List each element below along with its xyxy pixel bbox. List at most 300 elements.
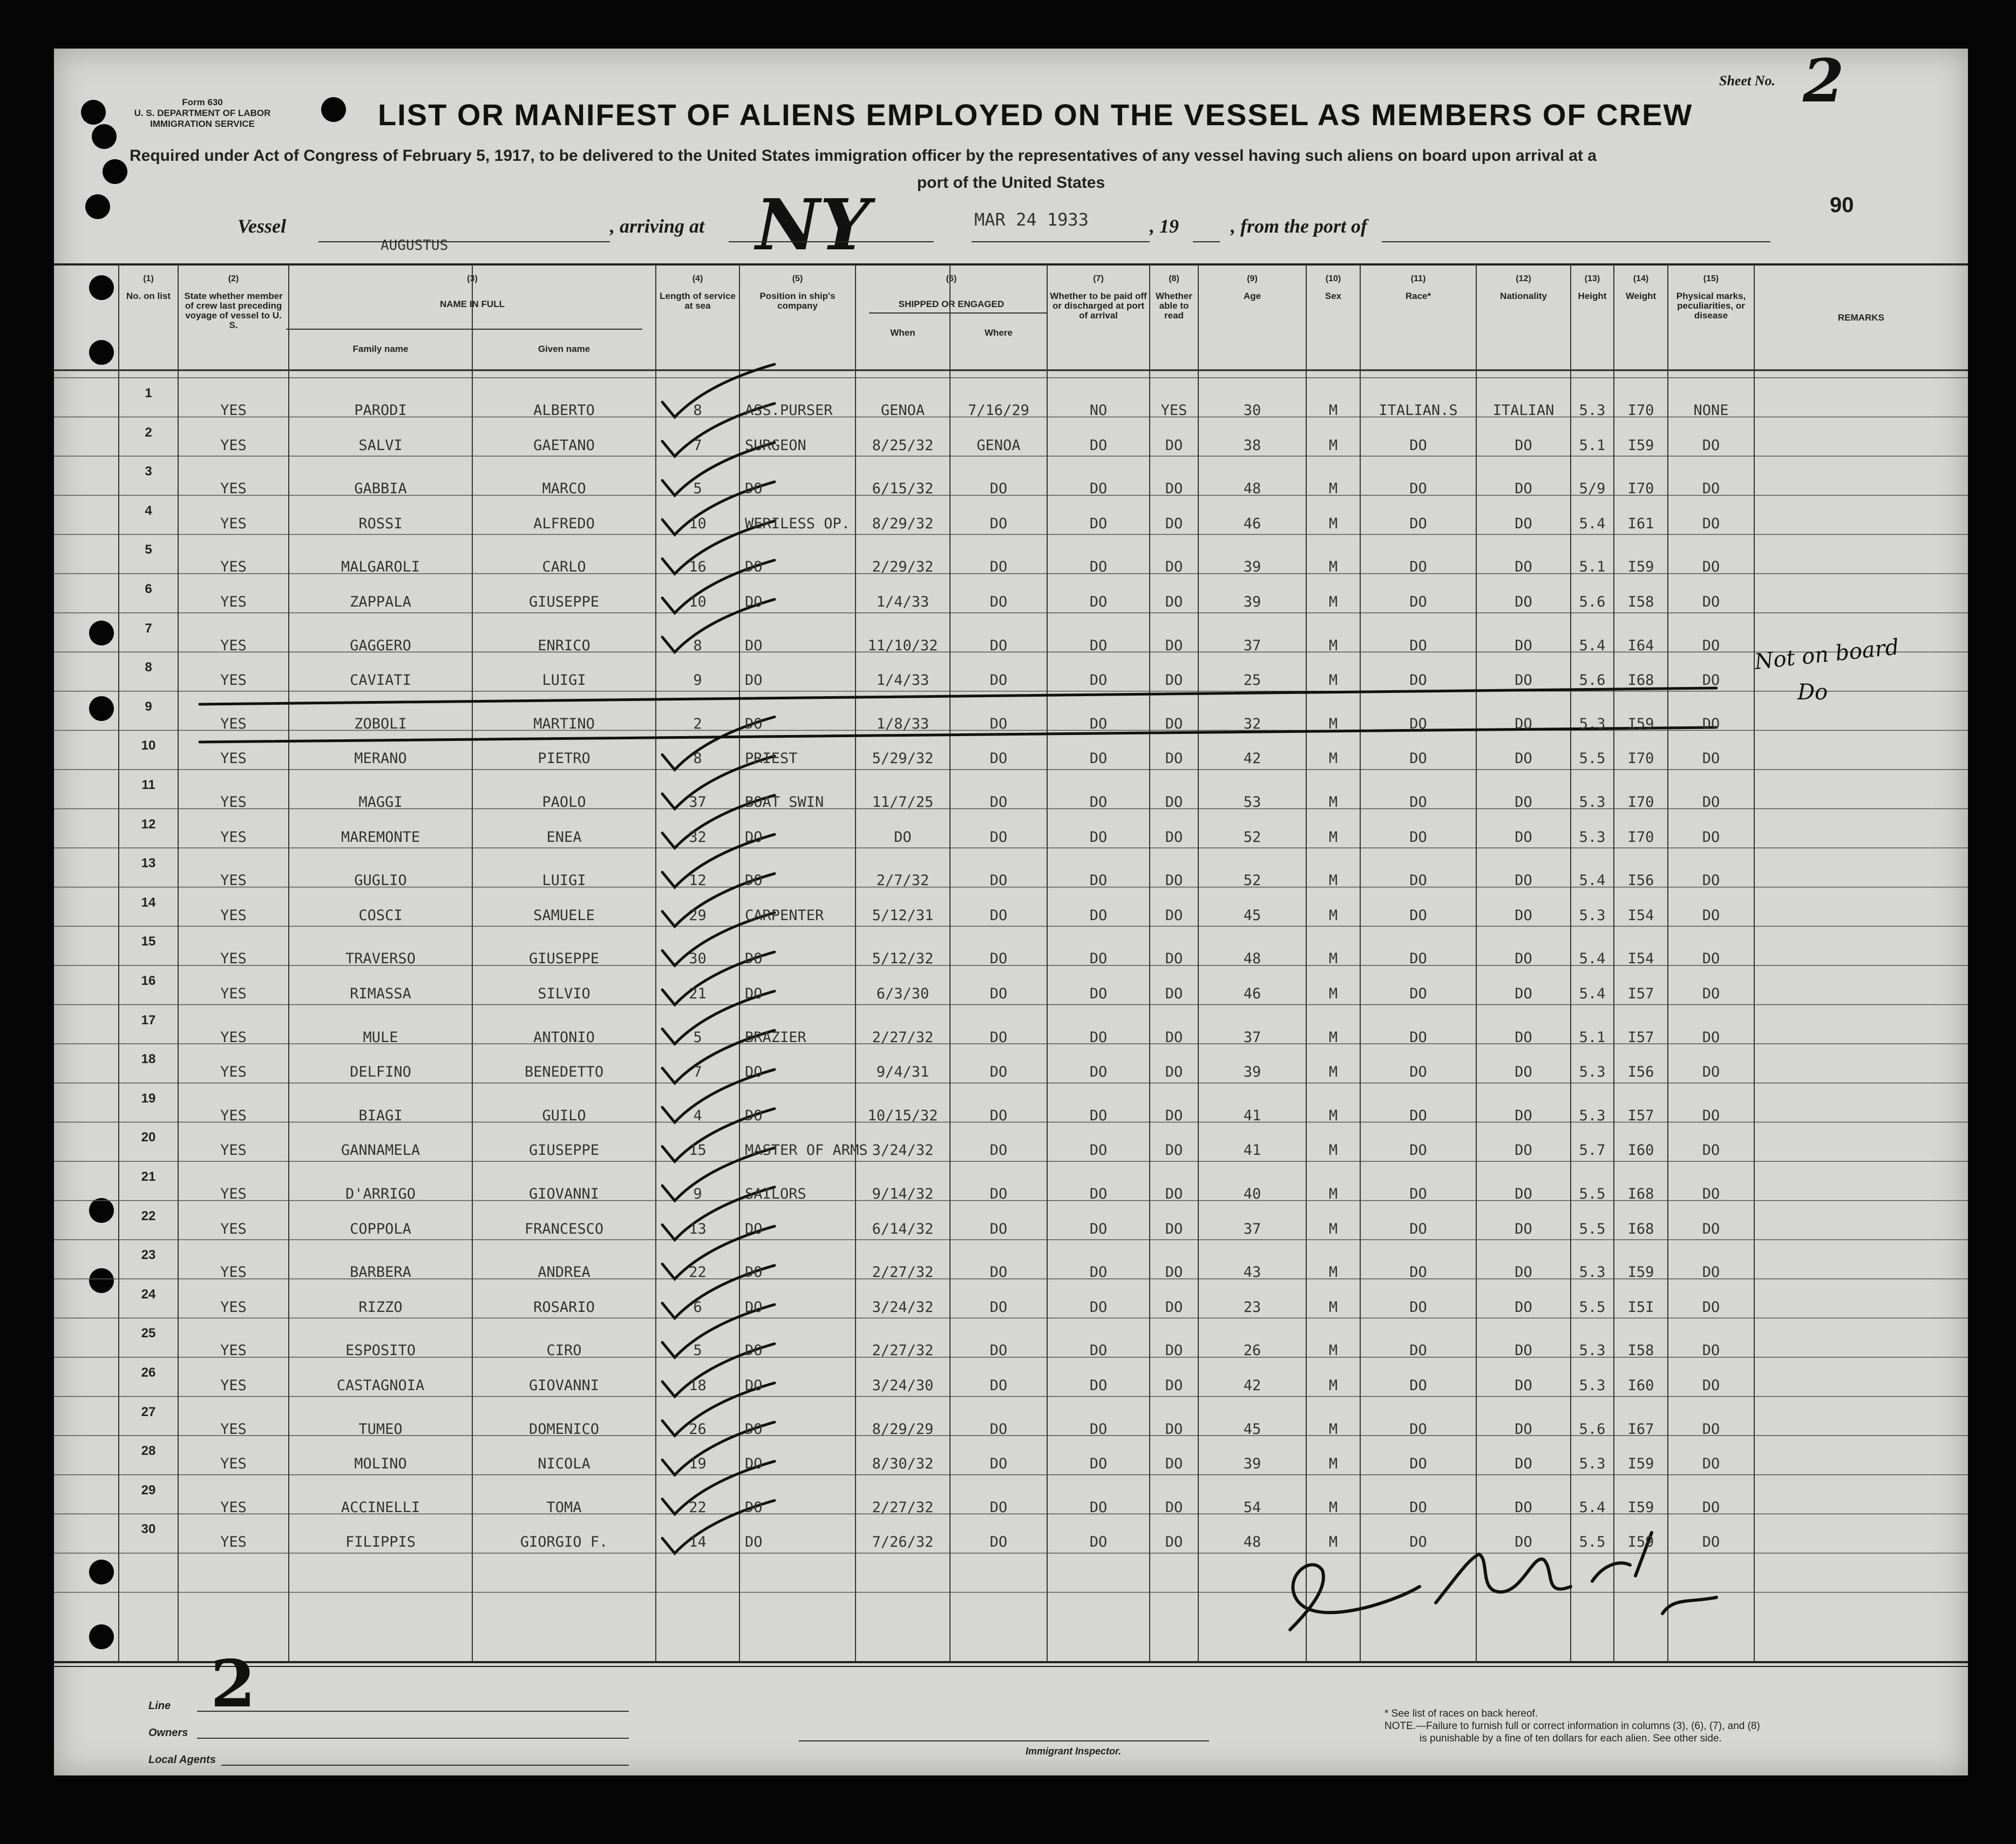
family-name: ESPOSITO bbox=[345, 1342, 416, 1359]
given-name: ALFREDO bbox=[533, 515, 595, 532]
paid-off: DO bbox=[1089, 794, 1108, 811]
service-length: 7 bbox=[693, 1064, 702, 1081]
arrival-date: MAR 24 1933 bbox=[974, 209, 1089, 230]
service-length: 5 bbox=[693, 1029, 702, 1046]
shipped-when: 3/24/32 bbox=[872, 1298, 934, 1316]
paid-off: DO bbox=[1089, 480, 1108, 498]
owners-label: Owners bbox=[148, 1727, 188, 1739]
column-header-c11: Race* bbox=[1405, 291, 1431, 301]
age: 30 bbox=[1243, 402, 1261, 419]
age: 48 bbox=[1243, 950, 1261, 968]
sex: M bbox=[1328, 559, 1338, 576]
given-name: PAOLO bbox=[542, 794, 586, 811]
position: DO bbox=[745, 672, 763, 689]
row-number: 4 bbox=[145, 503, 152, 518]
height: 5.5 bbox=[1579, 1534, 1606, 1551]
crew-status: YES bbox=[220, 1142, 247, 1159]
row-number: 17 bbox=[141, 1012, 156, 1028]
family-name: MAGGI bbox=[358, 794, 403, 811]
weight: I67 bbox=[1627, 1420, 1654, 1438]
service-length: 4 bbox=[693, 1107, 702, 1124]
race: DO bbox=[1409, 1420, 1427, 1438]
family-name: TUMEO bbox=[358, 1420, 403, 1438]
crew-status: YES bbox=[220, 559, 247, 576]
nationality: DO bbox=[1515, 1298, 1532, 1316]
sex: M bbox=[1328, 750, 1338, 767]
paid-off: DO bbox=[1089, 1220, 1108, 1237]
shipped-when: 3/24/32 bbox=[872, 1142, 934, 1159]
able-to-read: DO bbox=[1165, 828, 1183, 846]
column-number-c8: (8) bbox=[1169, 274, 1179, 283]
age: 54 bbox=[1243, 1499, 1261, 1516]
physical-marks: DO bbox=[1702, 985, 1720, 1002]
nationality: DO bbox=[1515, 1064, 1532, 1081]
nationality: DO bbox=[1515, 1220, 1532, 1237]
age: 39 bbox=[1243, 1064, 1261, 1081]
position: PRIEST bbox=[745, 750, 798, 767]
crew-status: YES bbox=[220, 1499, 247, 1516]
column-header-c2: State whether member of crew last preceding voyage of vessel to U. S. bbox=[184, 291, 283, 330]
position: BOAT SWIN bbox=[745, 794, 824, 811]
shipped-where: 7/16/29 bbox=[968, 402, 1029, 419]
family-name: MALGAROLI bbox=[341, 559, 420, 576]
nationality: DO bbox=[1515, 1377, 1532, 1394]
physical-marks: DO bbox=[1702, 672, 1720, 689]
sex: M bbox=[1328, 1499, 1338, 1516]
paid-off: DO bbox=[1089, 637, 1108, 654]
weight: I58 bbox=[1627, 1342, 1654, 1359]
physical-marks: DO bbox=[1702, 594, 1720, 610]
shipped-when: 9/4/31 bbox=[876, 1064, 929, 1081]
shipped-where: DO bbox=[989, 480, 1008, 498]
age: 48 bbox=[1243, 1534, 1261, 1551]
height: 5.6 bbox=[1579, 672, 1606, 689]
row-number: 27 bbox=[141, 1404, 156, 1419]
sex: M bbox=[1328, 1264, 1338, 1281]
service-length: 22 bbox=[689, 1264, 707, 1281]
position: SURGEON bbox=[745, 437, 806, 454]
height: 5.3 bbox=[1579, 402, 1606, 419]
paid-off: DO bbox=[1089, 715, 1108, 732]
crew-status: YES bbox=[220, 637, 247, 654]
able-to-read: DO bbox=[1165, 950, 1183, 968]
service-name: IMMIGRATION SERVICE bbox=[150, 119, 255, 129]
height: 5.6 bbox=[1579, 1420, 1606, 1438]
column-header-c7: Whether to be paid off or discharged at port of arrival bbox=[1050, 291, 1147, 321]
service-length: 26 bbox=[689, 1420, 707, 1438]
physical-marks: DO bbox=[1702, 794, 1720, 811]
weight: I56 bbox=[1627, 872, 1654, 889]
position: DO bbox=[745, 559, 763, 576]
crew-status: YES bbox=[220, 1186, 247, 1202]
column-subheader: Family name bbox=[352, 344, 409, 354]
column-number-c3: (3) bbox=[467, 274, 478, 283]
shipped-where: DO bbox=[989, 1420, 1008, 1438]
service-length: 30 bbox=[689, 950, 707, 968]
service-length: 10 bbox=[689, 515, 707, 532]
age: 39 bbox=[1243, 559, 1261, 576]
race: DO bbox=[1409, 594, 1427, 610]
row-number: 24 bbox=[141, 1287, 156, 1302]
sheet-number: 2 bbox=[1803, 46, 1844, 115]
race: DO bbox=[1409, 950, 1427, 968]
column-number-c10: (10) bbox=[1325, 274, 1341, 283]
height: 5.3 bbox=[1579, 1107, 1606, 1124]
shipped-where: DO bbox=[989, 1220, 1008, 1237]
crew-status: YES bbox=[220, 402, 247, 419]
race: DO bbox=[1409, 1342, 1427, 1359]
column-header-c12: Nationality bbox=[1500, 291, 1547, 301]
shipped-when: 5/29/32 bbox=[872, 750, 934, 767]
height: 5.1 bbox=[1579, 559, 1606, 576]
column-header-c9: Age bbox=[1243, 291, 1261, 301]
height: 5.5 bbox=[1579, 1220, 1606, 1237]
nationality: DO bbox=[1515, 1029, 1532, 1046]
weight: I57 bbox=[1627, 985, 1654, 1002]
weight: I57 bbox=[1627, 1029, 1654, 1046]
family-name: BARBERA bbox=[350, 1264, 411, 1281]
row-number: 9 bbox=[145, 699, 152, 714]
crew-status: YES bbox=[220, 1220, 247, 1237]
shipped-when: 1/4/33 bbox=[876, 594, 929, 610]
physical-marks: DO bbox=[1702, 559, 1720, 576]
shipped-when: 9/14/32 bbox=[872, 1186, 934, 1202]
position: DO bbox=[745, 594, 763, 610]
service-length: 5 bbox=[693, 480, 702, 498]
able-to-read: DO bbox=[1165, 1420, 1183, 1438]
height: 5.5 bbox=[1579, 1186, 1606, 1202]
height: 5.3 bbox=[1579, 1455, 1606, 1473]
shipped-where: DO bbox=[989, 1107, 1008, 1124]
service-length: 8 bbox=[693, 637, 702, 654]
able-to-read: DO bbox=[1165, 594, 1183, 610]
position: DO bbox=[745, 950, 763, 968]
physical-marks: DO bbox=[1702, 1142, 1720, 1159]
race: DO bbox=[1409, 1499, 1427, 1516]
able-to-read: DO bbox=[1165, 872, 1183, 889]
paid-off: DO bbox=[1089, 1264, 1108, 1281]
sex: M bbox=[1328, 985, 1338, 1002]
family-name: GUGLIO bbox=[354, 872, 407, 889]
height: 5.3 bbox=[1579, 794, 1606, 811]
race: DO bbox=[1409, 1107, 1427, 1124]
weight: I57 bbox=[1627, 1107, 1654, 1124]
race: DO bbox=[1409, 1064, 1427, 1081]
able-to-read: DO bbox=[1165, 1029, 1183, 1046]
paid-off: DO bbox=[1089, 559, 1108, 576]
family-name: FILIPPIS bbox=[345, 1534, 416, 1551]
physical-marks: DO bbox=[1702, 1499, 1720, 1516]
crew-status: YES bbox=[220, 715, 247, 732]
service-length: 8 bbox=[693, 750, 702, 767]
nationality: DO bbox=[1515, 594, 1532, 610]
row-number: 20 bbox=[141, 1130, 156, 1145]
height: 5.3 bbox=[1579, 1342, 1606, 1359]
row-number: 7 bbox=[145, 621, 152, 636]
sex: M bbox=[1328, 594, 1338, 610]
column-number-c11: (11) bbox=[1410, 274, 1426, 283]
weight: I70 bbox=[1627, 750, 1654, 767]
given-name: TOMA bbox=[546, 1499, 582, 1516]
age: 43 bbox=[1243, 1264, 1261, 1281]
vessel-label: Vessel bbox=[237, 215, 286, 237]
height: 5.3 bbox=[1579, 715, 1606, 732]
race: DO bbox=[1409, 1298, 1427, 1316]
form-number: Form 630 bbox=[182, 97, 223, 107]
shipped-when: 2/27/32 bbox=[872, 1342, 934, 1359]
given-name: ANDREA bbox=[538, 1264, 590, 1281]
given-name: DOMENICO bbox=[528, 1420, 600, 1438]
race: DO bbox=[1409, 559, 1427, 576]
row-number: 8 bbox=[145, 660, 152, 675]
shipped-when: 11/7/25 bbox=[872, 794, 934, 811]
crew-status: YES bbox=[220, 985, 247, 1002]
row-number: 5 bbox=[145, 542, 152, 557]
line-label: Line bbox=[148, 1700, 171, 1712]
nationality: DO bbox=[1515, 1264, 1532, 1281]
shipped-when: 1/8/33 bbox=[876, 715, 929, 732]
crew-status: YES bbox=[220, 1420, 247, 1438]
shipped-where: DO bbox=[989, 750, 1008, 767]
row-number: 1 bbox=[145, 386, 152, 400]
crew-status: YES bbox=[220, 1342, 247, 1359]
family-name: GABBIA bbox=[354, 480, 407, 498]
year-label: , 19 bbox=[1150, 215, 1179, 237]
family-name: ZAPPALA bbox=[350, 594, 411, 610]
shipped-where: DO bbox=[989, 1186, 1008, 1202]
position: WERILESS OP. bbox=[745, 515, 851, 532]
given-name: GIUSEPPE bbox=[528, 950, 600, 968]
able-to-read: DO bbox=[1165, 437, 1183, 454]
given-name: GAETANO bbox=[533, 437, 595, 454]
shipped-where: DO bbox=[989, 1377, 1008, 1394]
crew-status: YES bbox=[220, 1264, 247, 1281]
row-number: 6 bbox=[145, 582, 152, 596]
crew-status: YES bbox=[220, 794, 247, 811]
age: 45 bbox=[1243, 1420, 1261, 1438]
service-length: 16 bbox=[689, 559, 707, 576]
race: DO bbox=[1409, 1186, 1427, 1202]
position: SAILORS bbox=[745, 1186, 806, 1202]
nationality: DO bbox=[1515, 672, 1532, 689]
family-name: GAGGERO bbox=[350, 637, 411, 654]
able-to-read: DO bbox=[1165, 1499, 1183, 1516]
age: 40 bbox=[1243, 1186, 1261, 1202]
able-to-read: DO bbox=[1165, 1220, 1183, 1237]
shipped-where: DO bbox=[989, 872, 1008, 889]
shipped-when: 2/7/32 bbox=[876, 872, 929, 889]
able-to-read: DO bbox=[1165, 1064, 1183, 1081]
given-name: ALBERTO bbox=[533, 402, 595, 419]
nationality: DO bbox=[1515, 1534, 1532, 1551]
weight: I59 bbox=[1627, 1455, 1654, 1473]
age: 46 bbox=[1243, 515, 1261, 532]
age: 48 bbox=[1243, 480, 1261, 498]
sex: M bbox=[1328, 480, 1338, 498]
position: DO bbox=[745, 872, 763, 889]
position: DO bbox=[745, 1264, 763, 1281]
position: DO bbox=[745, 985, 763, 1002]
nationality: DO bbox=[1515, 637, 1532, 654]
row-number: 15 bbox=[141, 934, 156, 949]
given-name: ENRICO bbox=[538, 637, 590, 654]
sex: M bbox=[1328, 1534, 1338, 1551]
family-name: ZOBOLI bbox=[354, 715, 407, 732]
able-to-read: DO bbox=[1165, 1534, 1183, 1551]
able-to-read: DO bbox=[1165, 1342, 1183, 1359]
able-to-read: DO bbox=[1165, 515, 1183, 532]
service-length: 22 bbox=[689, 1499, 707, 1516]
shipped-where: DO bbox=[989, 794, 1008, 811]
height: 5.7 bbox=[1579, 1142, 1606, 1159]
sex: M bbox=[1328, 1142, 1338, 1159]
shipped-when: 6/14/32 bbox=[872, 1220, 934, 1237]
height: 5.5 bbox=[1579, 750, 1606, 767]
crew-status: YES bbox=[220, 1029, 247, 1046]
shipped-where: DO bbox=[989, 985, 1008, 1002]
shipped-where: DO bbox=[989, 594, 1008, 610]
column-header-c5: Position in ship's company bbox=[759, 291, 836, 311]
sex: M bbox=[1328, 1029, 1338, 1046]
sex: M bbox=[1328, 402, 1338, 419]
paid-off: DO bbox=[1089, 1064, 1108, 1081]
column-number-c5: (5) bbox=[792, 274, 803, 283]
manifest-sheet bbox=[54, 46, 1968, 1775]
given-name: NICOLA bbox=[538, 1455, 590, 1473]
shipped-when: 8/30/32 bbox=[872, 1455, 934, 1473]
shipped-where: DO bbox=[989, 950, 1008, 968]
age: 37 bbox=[1243, 637, 1261, 654]
age: 46 bbox=[1243, 985, 1261, 1002]
paid-off: DO bbox=[1089, 985, 1108, 1002]
column-header-c10: Sex bbox=[1325, 291, 1342, 301]
height: 5/9 bbox=[1579, 480, 1606, 498]
given-name: ENEA bbox=[546, 828, 582, 846]
sex: M bbox=[1328, 794, 1338, 811]
race: DO bbox=[1409, 907, 1427, 924]
race: DO bbox=[1409, 480, 1427, 498]
handwritten-line-number: 2 bbox=[211, 1646, 256, 1722]
weight: I59 bbox=[1627, 1264, 1654, 1281]
paid-off: DO bbox=[1089, 828, 1108, 846]
weight: I60 bbox=[1627, 1142, 1654, 1159]
age: 41 bbox=[1243, 1107, 1261, 1124]
column-subheader: Where bbox=[985, 328, 1013, 338]
inspector-label: Immigrant Inspector. bbox=[1026, 1746, 1122, 1757]
sex: M bbox=[1328, 672, 1338, 689]
service-length: 6 bbox=[693, 1298, 702, 1316]
row-number: 23 bbox=[141, 1248, 156, 1263]
race: DO bbox=[1409, 1534, 1427, 1551]
paid-off: DO bbox=[1089, 750, 1108, 767]
column-header-c6: SHIPPED OR ENGAGED bbox=[898, 299, 1004, 309]
paid-off: DO bbox=[1089, 1455, 1108, 1473]
age: 52 bbox=[1243, 872, 1261, 889]
row-number: 12 bbox=[141, 816, 156, 832]
given-name: GIUSEPPE bbox=[528, 594, 600, 610]
weight: I60 bbox=[1627, 1377, 1654, 1394]
shipped-when: 3/24/30 bbox=[872, 1377, 934, 1394]
given-name: MARTINO bbox=[533, 715, 595, 732]
crew-status: YES bbox=[220, 872, 247, 889]
able-to-read: DO bbox=[1165, 715, 1183, 732]
race: DO bbox=[1409, 1142, 1427, 1159]
physical-marks: DO bbox=[1702, 1107, 1720, 1124]
race: DO bbox=[1409, 1455, 1427, 1473]
able-to-read: DO bbox=[1165, 1377, 1183, 1394]
service-length: 9 bbox=[693, 1186, 702, 1202]
department-name: U. S. DEPARTMENT OF LABOR bbox=[134, 108, 271, 118]
shipped-where: DO bbox=[989, 1298, 1008, 1316]
shipped-where: DO bbox=[989, 637, 1008, 654]
height: 5.1 bbox=[1579, 1029, 1606, 1046]
sex: M bbox=[1328, 907, 1338, 924]
family-name: SALVI bbox=[358, 437, 403, 454]
row-number: 11 bbox=[141, 778, 155, 792]
physical-marks: DO bbox=[1702, 1342, 1720, 1359]
able-to-read: DO bbox=[1165, 750, 1183, 767]
shipped-where: DO bbox=[989, 1264, 1008, 1281]
sex: M bbox=[1328, 1064, 1338, 1081]
crew-status: YES bbox=[220, 515, 247, 532]
line-field bbox=[197, 1711, 629, 1712]
paid-off: DO bbox=[1089, 950, 1108, 968]
nationality: DO bbox=[1515, 1420, 1532, 1438]
nationality: DO bbox=[1515, 750, 1532, 767]
nationality: DO bbox=[1515, 828, 1532, 846]
service-length: 5 bbox=[693, 1342, 702, 1359]
crew-status: YES bbox=[220, 828, 247, 846]
position: DO bbox=[745, 1107, 763, 1124]
service-length: 14 bbox=[689, 1534, 707, 1551]
given-name: GUILO bbox=[542, 1107, 586, 1124]
shipped-where: DO bbox=[989, 1342, 1008, 1359]
position: DO bbox=[745, 1420, 763, 1438]
shipped-when: 5/12/32 bbox=[872, 950, 934, 968]
shipped-when: 6/3/30 bbox=[876, 985, 929, 1002]
crew-status: YES bbox=[220, 480, 247, 498]
height: 5.4 bbox=[1579, 872, 1606, 889]
age: 23 bbox=[1243, 1298, 1261, 1316]
paid-off: DO bbox=[1089, 672, 1108, 689]
age: 42 bbox=[1243, 1377, 1261, 1394]
weight: I68 bbox=[1627, 1220, 1654, 1237]
column-number-c13: (13) bbox=[1584, 274, 1600, 283]
nationality: DO bbox=[1515, 950, 1532, 968]
shipped-when: 8/29/32 bbox=[872, 515, 934, 532]
shipped-where: DO bbox=[989, 828, 1008, 846]
family-name: MULE bbox=[363, 1029, 398, 1046]
height: 5.6 bbox=[1579, 594, 1606, 610]
height: 5.3 bbox=[1579, 907, 1606, 924]
family-name: PARODI bbox=[354, 402, 407, 419]
physical-marks: DO bbox=[1702, 515, 1720, 532]
physical-marks: DO bbox=[1702, 1220, 1720, 1237]
race: DO bbox=[1409, 437, 1427, 454]
sex: M bbox=[1328, 1455, 1338, 1473]
paid-off: DO bbox=[1089, 1298, 1108, 1316]
position: DO bbox=[745, 480, 763, 498]
sex: M bbox=[1328, 828, 1338, 846]
service-length: 15 bbox=[689, 1142, 707, 1159]
subtitle-line-1: Required under Act of Congress of February 5, 1917, to be delivered to the United States immigration officer by the representatives of any vessel having such aliens on board upon arrival at a bbox=[130, 147, 1597, 165]
age: 25 bbox=[1243, 672, 1261, 689]
crew-status: YES bbox=[220, 672, 247, 689]
column-number-c9: (9) bbox=[1247, 274, 1258, 283]
paid-off: DO bbox=[1089, 872, 1108, 889]
nationality: DO bbox=[1515, 985, 1532, 1002]
weight: I5I bbox=[1627, 1298, 1654, 1316]
